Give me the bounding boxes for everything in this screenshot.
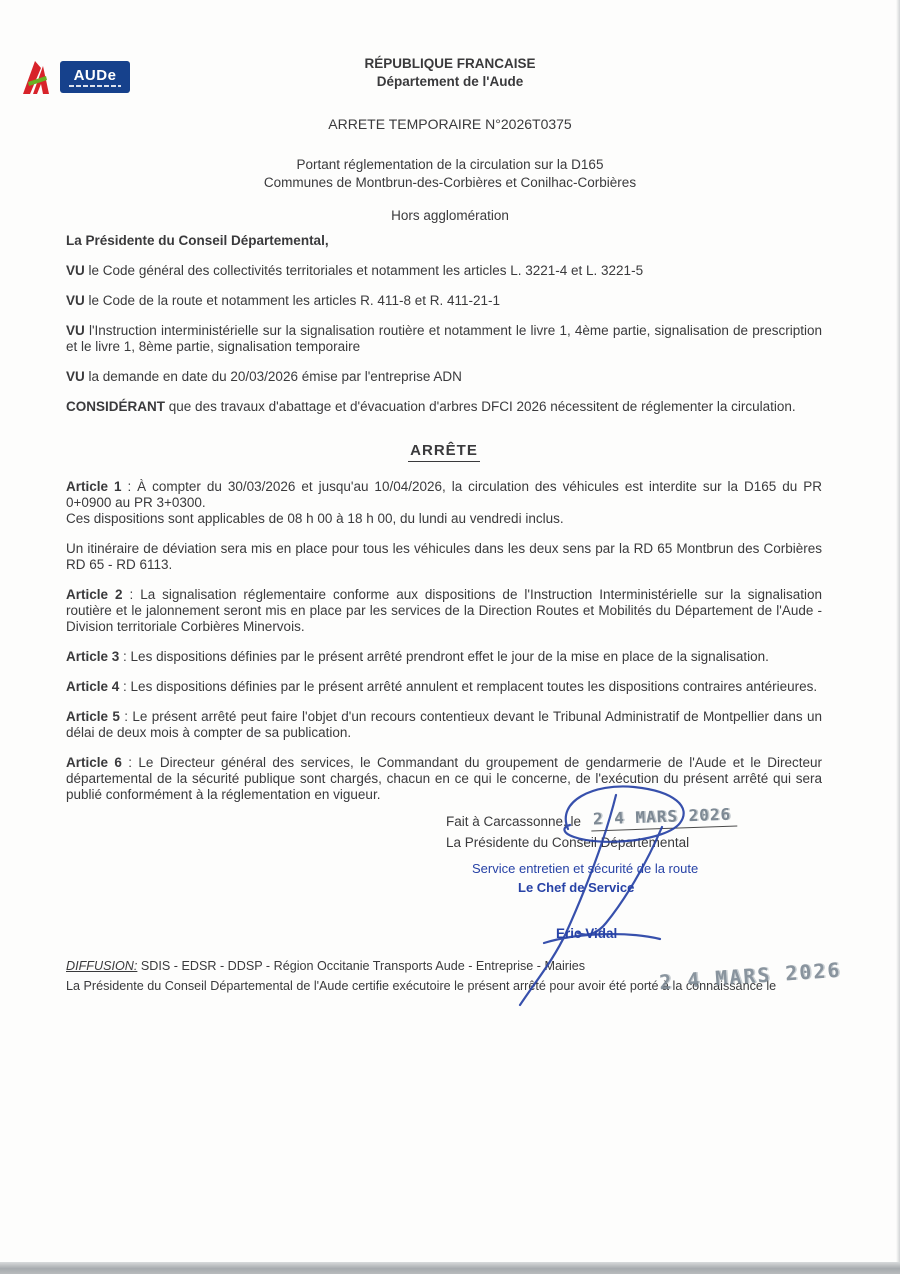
article-text: : La signalisation réglementaire conforme aux dispositions de l'Instruction Interministérielle sur la signalisation routière et le jalonnement seront mis en place par les services de la Direction Routes et Mobilités du Département de l'Aude - Division territoriale Corbières Minervois. bbox=[66, 587, 822, 634]
document-body bbox=[0, 263, 900, 942]
article-text: : Les dispositions définies par le présent arrêté annulent et remplacent toutes les dispositions contraires antérieures. bbox=[123, 679, 818, 694]
article-paragraph bbox=[66, 649, 822, 665]
deviation-text: Un itinéraire de déviation sera mis en place pour tous les véhicules dans les deux sens par la RD 65 Montbrun des Corbières RD 65 - RD 6113. bbox=[66, 541, 822, 572]
diffusion-list: SDIS - EDSR - DDSP - Région Occitanie Transports Aude - Entreprise - Mairies bbox=[140, 959, 586, 973]
considerant-paragraph bbox=[66, 399, 822, 415]
scan-edge-bottom bbox=[0, 1262, 900, 1274]
date-stamp: 2 4 MARS 2026 bbox=[591, 806, 738, 831]
article-paragraph bbox=[66, 479, 822, 527]
signature-authority-text: La Présidente du Conseil Départemental bbox=[446, 835, 690, 850]
deviation-paragraph bbox=[66, 541, 822, 573]
visa-label: VU bbox=[66, 323, 85, 338]
document-header bbox=[0, 0, 900, 249]
aude-a-icon bbox=[20, 58, 56, 96]
signature-place-date-row bbox=[446, 804, 776, 833]
article-paragraph bbox=[66, 755, 822, 803]
considerant-label: CONSIDÉRANT bbox=[66, 399, 166, 414]
date-stamp-2: 2 4 MARS 2026 bbox=[658, 957, 843, 995]
article-text: : Le présent arrêté peut faire l'objet d'un recours contentieux devant le Tribunal Administratif de Montpellier dans un délai de deux mois à compter de sa publication. bbox=[66, 709, 822, 740]
article-label: Article 4 bbox=[66, 679, 120, 694]
decree-heading-text: ARRÊTE bbox=[408, 442, 480, 462]
visa-label: VU bbox=[66, 369, 85, 384]
authority-line: La Présidente du Conseil Départemental, bbox=[66, 233, 329, 248]
visa-paragraph bbox=[66, 293, 822, 309]
article-label: Article 5 bbox=[66, 709, 120, 724]
aude-logo-tagline bbox=[69, 85, 121, 87]
visa-paragraph bbox=[66, 323, 822, 355]
visa-text: le Code de la route et notamment les articles R. 411-8 et R. 411-21-1 bbox=[88, 293, 500, 308]
visa-paragraph bbox=[66, 263, 822, 279]
article-paragraph bbox=[66, 709, 822, 741]
visa-label: VU bbox=[66, 263, 85, 278]
signer-name: Eric Vidal bbox=[556, 926, 618, 941]
visa-text: la demande en date du 20/03/2026 émise par l'entreprise ADN bbox=[88, 369, 462, 384]
signature-role-text: Le Chef de Service bbox=[518, 880, 635, 895]
aude-logo-box bbox=[60, 61, 130, 93]
visa-text: le Code général des collectivités territoriales et notamment les articles L. 3221-4 et L. 3221-5 bbox=[88, 263, 644, 278]
article-paragraph bbox=[66, 679, 822, 695]
visa-label: VU bbox=[66, 293, 85, 308]
certification-line: La Présidente du Conseil Départemental de l'Aude certifie exécutoire le présent arrêté pour avoir été porté à la connaissance le bbox=[66, 979, 777, 993]
footer bbox=[0, 958, 900, 994]
article-label: Article 6 bbox=[66, 755, 122, 770]
article-paragraph bbox=[66, 587, 822, 635]
republique-line: RÉPUBLIQUE FRANCAISE bbox=[364, 56, 536, 71]
article-label: Article 1 bbox=[66, 479, 122, 494]
considerant-text: que des travaux d'abattage et d'évacuation d'arbres DFCI 2026 nécessitent de réglementer la circulation. bbox=[168, 399, 796, 414]
visa-paragraph bbox=[66, 369, 822, 385]
decree-heading bbox=[66, 443, 822, 459]
article-label: Article 3 bbox=[66, 649, 120, 664]
aude-logo-text: AUDe bbox=[73, 66, 117, 84]
article-text-2: Ces dispositions sont applicables de 08 h 00 à 18 h 00, du lundi au vendredi inclus. bbox=[66, 511, 564, 526]
diffusion-label: DIFFUSION: bbox=[66, 959, 138, 973]
scan-edge-right bbox=[896, 0, 900, 1262]
subject-line-1: Portant réglementation de la circulation sur la D165 bbox=[296, 157, 604, 172]
signature-place-text: Fait à Carcassonne, le bbox=[446, 814, 582, 829]
article-text: : Les dispositions définies par le présent arrêté prendront effet le jour de la mise en place de la signalisation. bbox=[123, 649, 769, 664]
arrete-number: ARRETE TEMPORAIRE N°2026T0375 bbox=[328, 116, 572, 132]
article-text: : Le Directeur général des services, le Commandant du groupement de gendarmerie de l'Aude et le Directeur départemental de la sécurité publique sont chargés, chacun en ce qui le concerne, de l'exécution du présent arrêté qui sera publié conformément à la réglementation en vigueur. bbox=[66, 755, 822, 802]
departement-line: Département de l'Aude bbox=[376, 74, 524, 89]
signature-block bbox=[446, 804, 776, 942]
article-text: : À compter du 30/03/2026 et jusqu'au 10/04/2026, la circulation des véhicules est interdite sur la D165 du PR 0+0900 au PR 3+0300. bbox=[66, 479, 822, 510]
visa-text: l'Instruction interministérielle sur la signalisation routière et notamment le livre 1, 4ème partie, signalisation de prescription et le livre 1, 8ème partie, signalisation temporaire bbox=[66, 323, 822, 354]
signature-service-text: Service entretien et sécurité de la route bbox=[472, 861, 699, 876]
article-label: Article 2 bbox=[66, 587, 123, 602]
subject-line-2: Communes de Montbrun-des-Corbières et Conilhac-Corbières bbox=[263, 175, 637, 190]
aude-department-logo bbox=[20, 58, 130, 96]
zone-line: Hors agglomération bbox=[391, 208, 509, 223]
